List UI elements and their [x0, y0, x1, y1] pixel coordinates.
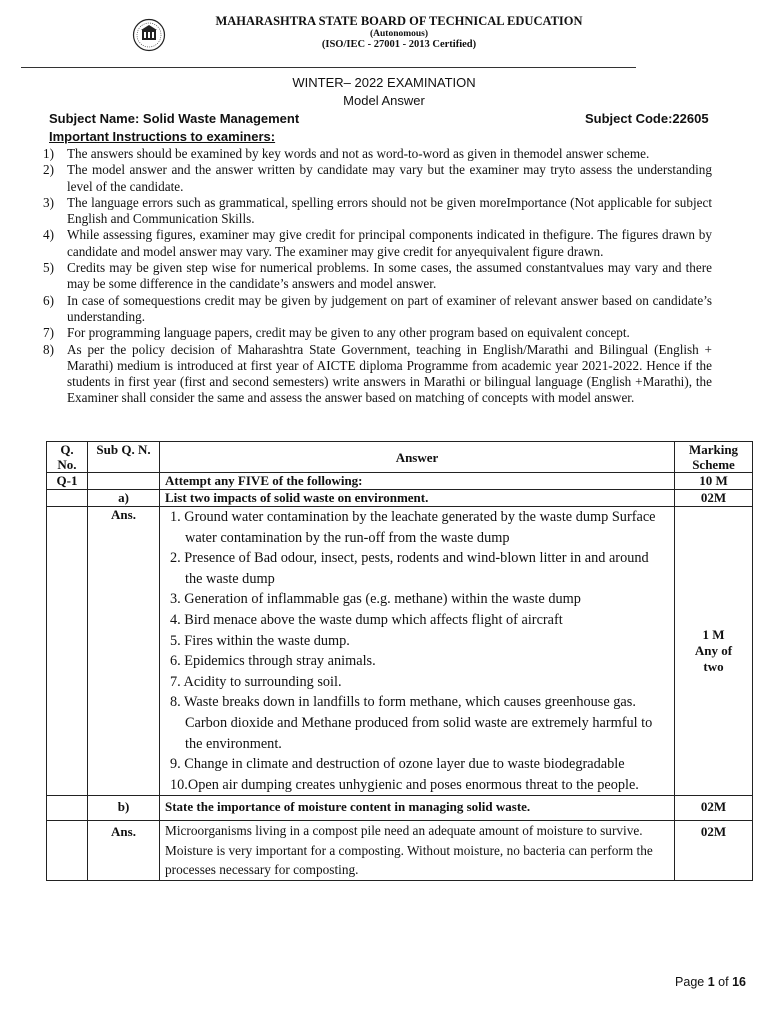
q1a-label: a): [88, 490, 160, 507]
q1-number: Q-1: [47, 473, 88, 490]
col-q-no: Q. No.: [47, 442, 88, 473]
table-header-row: [47, 442, 753, 473]
instruction-item: 1) The answers should be examined by key words and not as word-to-word as given in themodel answer scheme.: [43, 146, 650, 161]
autonomous-label: (Autonomous): [369, 29, 429, 39]
col-sub-q: Sub Q. N.: [88, 442, 160, 473]
table-row: [47, 821, 753, 881]
instructions-heading: Important Instructions to examiners:: [49, 129, 276, 144]
table-row: [47, 796, 753, 821]
answer-point: 2. Presence of Bad odour, insect, pests, rodents and wind-blown litter in and around the waste dump: [170, 550, 649, 587]
q1-marks: 10 M: [675, 473, 753, 490]
subject-code: Subject Code:22605: [585, 111, 709, 126]
answer-point: 10.Open air dumping creates unhygienic and poses enormous threat to the people.: [170, 776, 639, 793]
page-number: 1: [707, 975, 715, 989]
answer-point: 7. Acidity to surrounding soil.: [170, 673, 342, 690]
exam-title: WINTER– 2022 EXAMINATION: [292, 75, 476, 90]
q1a-marks: 02M: [675, 490, 753, 507]
instruction-item: 4) While assessing figures, examiner may give credit for principal components indicated in thefigure. The figures drawn by candidate and model answer may vary. The examiner may give credit for anyequivalent figure drawn.: [43, 227, 712, 259]
col-marking: Marking Scheme: [675, 442, 753, 473]
answer-point: 4. Bird menace above the waste dump which affects flight of aircraft: [170, 611, 563, 628]
instruction-item: 7) For programming language papers, credit may be given to any other program based on equivalent concept.: [43, 325, 630, 341]
q1-instruction: Attempt any FIVE of the following:: [160, 473, 675, 490]
instruction-item: 3) The language errors such as grammatical, spelling errors should not be given moreImportance (Not applicable for subject English and Communication Skills.: [43, 194, 712, 227]
q1b-marks: 02M: [675, 796, 753, 821]
subject-name: Subject Name: Solid Waste Management: [49, 111, 300, 126]
answer-table: [46, 441, 753, 881]
answer-point: 3. Generation of inflammable gas (e.g. methane) within the waste dump: [170, 591, 581, 608]
q1b-question: State the importance of moisture content in managing solid waste.: [160, 796, 675, 821]
page-footer: Page 1 of 16: [675, 975, 746, 989]
col-answer: Answer: [160, 442, 675, 473]
q1b-answer: Microorganisms living in a compost pile need an adequate amount of moisture to survive. Moisture is very important for a composting. Without moisture, no bacteria can perform the processes necessary for composting.: [160, 821, 675, 881]
q1a-answer: [160, 507, 675, 796]
answer-point: 9. Change in climate and destruction of ozone layer due to waste biodegradable: [170, 756, 625, 773]
certification-label: (ISO/IEC - 27001 - 2013 Certified): [321, 39, 477, 50]
instructions-list: [0, 146, 712, 407]
instruction-item: 6) In case of somequestions credit may be given by judgement on part of examiner of relevant answer based on candidate’s understanding.: [43, 292, 712, 324]
table-row: [47, 507, 753, 796]
page-total: 16: [732, 975, 746, 989]
q1b-ans-marks: 02M: [675, 821, 753, 881]
board-name: MAHARASHTRA STATE BOARD OF TECHNICAL EDUCATION: [215, 14, 583, 28]
answer-point: 6. Epidemics through stray animals.: [170, 653, 376, 670]
q1a-scheme: 1 M Any of two: [675, 507, 753, 796]
document-header: [0, 14, 768, 50]
header-divider: [21, 67, 636, 68]
answer-point: 8. Waste breaks down in landfills to form methane, which causes greenhouse gas. Carbon dioxide and Methane produced from solid waste are extremely harmful to the environment.: [170, 694, 653, 752]
q1a-ans-label: Ans.: [88, 507, 160, 796]
q1b-ans-label: Ans.: [88, 821, 160, 881]
instruction-item: 2) The model answer and the answer written by candidate may vary but the examiner may tryto assess the understanding level of the candidate.: [43, 162, 712, 194]
answer-point: 1. Ground water contamination by the leachate generated by the waste dump Surface water contamination by the run-off from the waste dump: [170, 509, 656, 546]
q1b-label: b): [88, 796, 160, 821]
q1a-question: List two impacts of solid waste on environment.: [160, 490, 675, 507]
answer-point: 5. Fires within the waste dump.: [170, 632, 350, 649]
exam-subtitle: Model Answer: [343, 93, 425, 108]
table-row: [47, 490, 753, 507]
table-row: [47, 473, 753, 490]
instruction-item: 8) As per the policy decision of Maharashtra State Government, teaching in English/Marathi and Bilingual (English + Marathi) medium is introduced at first year of AICTE diploma Programme from academic year 2021-2022. Hence if the students in first year (first and second semesters) write answers in Marathi or bilingual language (English +Marathi), the Examiner shall consider the same and assess the answer based on matching of concepts with model answer.: [43, 341, 712, 406]
instruction-item: 5) Credits may be given step wise for numerical problems. In some cases, the assumed constantvalues may vary and there may be some difference in the candidate’s answers and model answer.: [43, 260, 712, 292]
